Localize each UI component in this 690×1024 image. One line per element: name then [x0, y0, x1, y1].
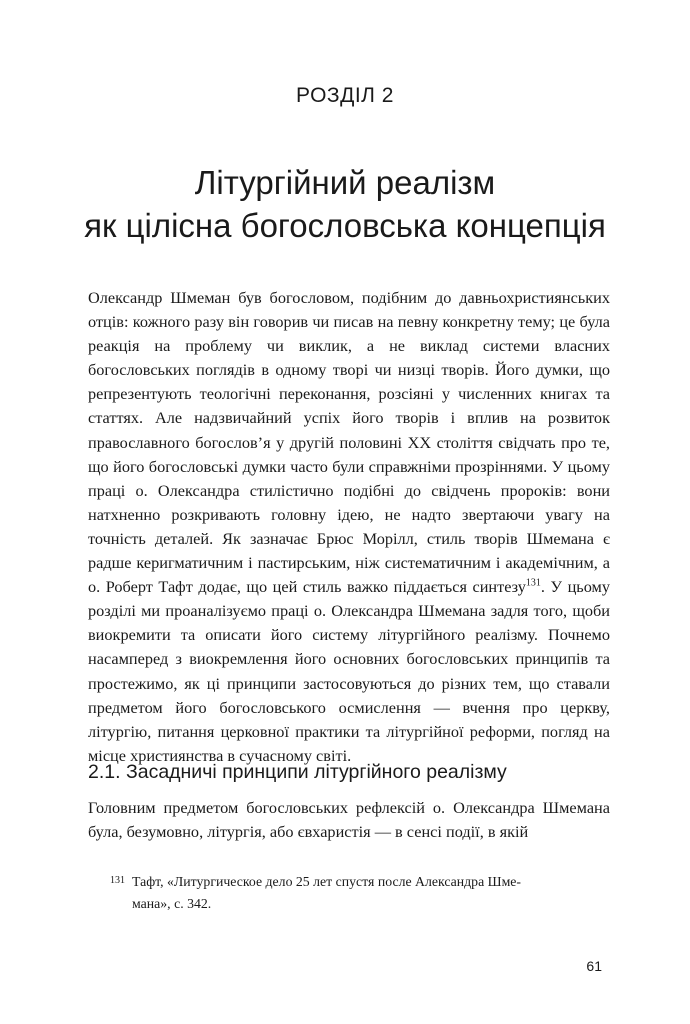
footnote-text-line-2: мана», с. 342. [132, 896, 212, 911]
chapter-title-line-1: Літургійний реалізм [194, 164, 496, 201]
footnote [88, 871, 610, 915]
chapter-label: РОЗДІЛ 2 [296, 84, 394, 107]
intro-text-part-2: . У цьому розділі ми проаналізуємо праці о. Олександра Шмемана задля того, щоби виокремити та описати його систему літургійного реалізму. Почнемо насамперед з виокремлення його основних богословських принципів та простежимо, як ці принципи застосовуються до різних тем, що ставали предметом його богословського осмислення — вчення про церкву, літургію, питання церковної практики та літургійної реформи, погляд на місце християнства в сучасному світі. [88, 577, 611, 765]
chapter-title [0, 161, 690, 247]
page-number: 61 [586, 958, 602, 974]
section-paragraph: Головним предметом богословських рефлексій о. Олександра Шмемана була, безумовно, літургія, або євхаристія — в сенсі події, в якій [88, 798, 610, 842]
chapter-title-line-2: як цілісна богословська концепція [84, 207, 606, 244]
footnote-reference: 131 [525, 577, 541, 589]
intro-paragraph [88, 286, 610, 768]
intro-text-part-1: Олександр Шмеман був богословом, подібним до давньохристиянських отців: кожного разу він говорив чи писав на певну конкретну тему; це була реакція на проблему чи виклик, а не виклад системи власних богословських поглядів в одному творі чи низці творів. Його думки, що репрезентують теологічні переконання, розсіяні у численних книгах та статтях. Але надзвичайний успіх його творів і вплив на розвиток православного богослов’я у другій половині XX століття свідчать про те, що його богословські думки часто були справжніми прозріннями. У цьому праці о. Олександра стилістично подібні до свідчень пророків: вони натхненно розкривають головну ідею, не надто звертаючи увагу на точність деталей. Як зазначає Брюс Морілл, стиль творів Шмемана є радше керигматичним і пастирським, ніж систематичним і академічним, а о. Роберт Тафт додає, що цей стиль важко піддається синтезу [88, 288, 610, 597]
section-heading: 2.1. Засадничі принципи літургійного реалізму [88, 761, 507, 783]
footnote-number: 131 [110, 875, 125, 886]
footnote-text-line-1: Тафт, «Литургическое дело 25 лет спустя после Александра Шме- [132, 874, 522, 889]
